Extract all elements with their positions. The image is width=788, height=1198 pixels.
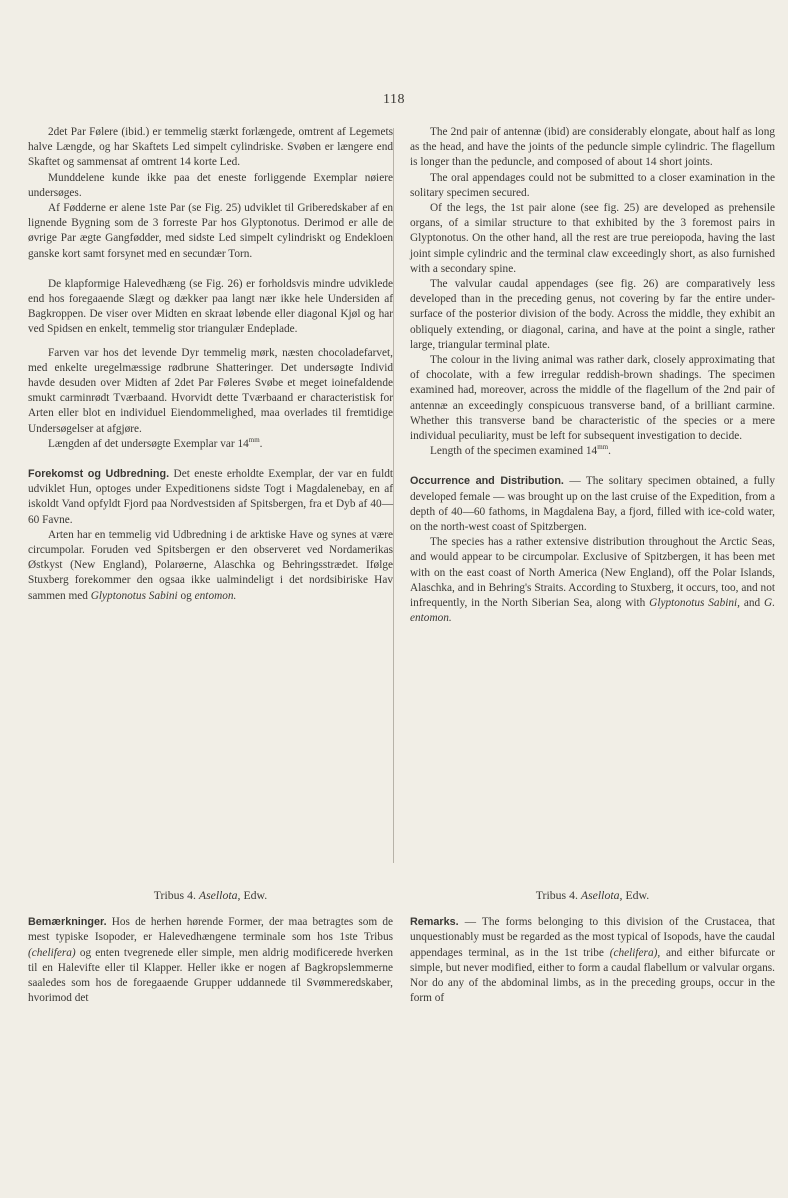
right-paragraph-distribution: The species has a rather extensive distribution throughout the Arctic Seas, and would appear to be circumpolar. Exclusive of Spitzbergen, it has been met with on the east coast of North America (New England), off the Polar Islands, Alaschka, and in Behring's Straits. According to Stuxberg, it occurs, too, and not infrequently, in the North Siberian Sea, along with Glyptonotus Sabini, and G. entomon.: [410, 536, 776, 625]
right-heading-occurrence: Occurrence and Distribution.: [410, 475, 564, 488]
left-paragraph-length: Længden af det undersøgte Exemplar var $14^{mm}$.: [48, 436, 263, 450]
right-paragraph-antennae: The 2nd pair of antennæ (ibid) are considerably elongate, about half as long as the head, and have the joints of the peduncle simple cylindric. The flagellum is longer than the peduncle, and composed of about 14 short joints.: [410, 126, 775, 169]
right-column-top: [410, 125, 775, 627]
right-column-bottom: [410, 888, 775, 1006]
right-paragraph-legs: Of the legs, the 1st pair alone (see fig. 25) are developed as prehensile organs, of a similar structure to that exhibited by the 3 foremost pairs in Glyptonotus. On the other hand, all the rest are true pereiopoda, having the last joint simple cylindric and the terminal claw exceedingly short, as also furnished with a secondary spine.: [410, 202, 775, 275]
left-paragraph-caudal: De klapformige Halevedhæng (se Fig. 26) er forholdsvis mindre udviklede end hos foregaaende Slægt og dækker paa langt nær ikke hele Undersiden af Bagkroppen. De viser over Midten en skraat løbende eller diagonal Kjøl og har ved Spidsen en enkelt, temmelig stor triangulær Endeplade.: [28, 277, 393, 336]
left-tribus-heading: Tribus 4. Asellota, Edw.: [153, 888, 268, 902]
right-paragraph-length: Length of the specimen examined $14^{mm}$.: [430, 443, 611, 458]
left-paragraph-legs: Af Fødderne er alene 1ste Par (se Fig. 25) udviklet til Griberedskaber af en lignende Bygning som de 3 forreste Par hos Glyptonotus. Derimod er alle de øvrige Par ægte Gangfødder, med sidste Led simpelt cylindriskt og Endekloen ganske kort samt forsynet med en secundær Torn.: [28, 202, 393, 260]
right-tribus-heading: Tribus 4. Asellota, Edw.: [535, 888, 650, 902]
right-paragraph-caudal: The valvular caudal appendages (see fig. 26) are comparatively less developed than in the preceding genus, not covering by far the entire under-surface of the posterior division of the body. Across the middle, they exhibit an obliquely extending, or diagonal, carina, and have at the point a single, rather large, triangular terminal plate.: [410, 278, 775, 351]
right-paragraph-oral: The oral appendages could not be submitted to a closer examination in the solitary specimen secured.: [410, 171, 775, 199]
page-number: 118: [383, 92, 405, 107]
left-paragraph-mouthparts: Munddelene kunde ikke paa det eneste forliggende Exemplar nøiere undersøges.: [28, 171, 393, 199]
left-paragraph-occurrence: Forekomst og Udbredning. Det eneste erholdte Exemplar, der var en fuldt udviklet Hun, optoges under Expeditionens sidste Togt i Magdalenebay, en af iskoldt Vand opfyldt Fjord paa Nordvestsiden af Spitsbergen, fra et Dyb af 40—60 Favne.: [28, 468, 394, 526]
right-paragraph-occurrence: Occurrence and Distribution. — The solitary specimen obtained, a fully developed female — was brought up on the last cruise of the Expedition, from a depth of 40—60 fathoms, in Magdalena Bay, a fjord, filled with ice-cold water, on the north-west coast of Spitzbergen.: [410, 475, 775, 534]
left-paragraph-remarks: Bemærkninger. Hos de herhen hørende Former, der maa betragtes som de mest typiske Isopoder, er Halevedhængene terminale som hos 1ste Tribus (chelifera) og enten tvegrenede eller simple, men aldrig modificerede hverken til en Halevifte eller til Klapper. Heller ikke er nogen af Bagkropslemmerne saaledes som hos de foregaaende Grupper uddannede til Svømmeredskaber, hvorimod det: [28, 916, 394, 1005]
left-heading-occurrence: Forekomst og Udbredning.: [28, 468, 170, 481]
left-column-top: [28, 125, 393, 604]
left-heading-remarks: Bemærkninger.: [28, 916, 107, 929]
right-heading-remarks: Remarks.: [410, 916, 459, 929]
column-divider: [393, 128, 394, 863]
left-paragraph-colour: Farven var hos det levende Dyr temmelig mørk, næsten chocoladefarvet, med enkelte uregelmæssige rødbrune Shatteringer. Det undersøgte Individ havde desuden over Midten af 2det Par Føleres Svøbe et meget ioinefaldende smukt carminrødt Tværbaand. Hvorvidt dette Tværbaand er characteristisk for Arten eller blot en individuel Eiendommelighed, maa overlades til fremtidige Undersøgelser at afgjøre.: [28, 346, 393, 435]
right-paragraph-remarks: Remarks. — The forms belonging to this division of the Crustacea, that unquestionably must be regarded as the most typical of Isopods, have the caudal appendages terminal, as in the 1st tribe (chelifera), and either bifurcate or simple, but never modified, either to form a caudal flabellum or valvular organs. Nor do any of the abdominal limbs, as in the preceding groups, occur in the form of: [410, 916, 775, 1005]
left-paragraph-antennae: 2det Par Følere (ibid.) er temmelig stærkt forlængede, omtrent af Legemets halve Længde, og har Skaftets Led simpelt cylindriske. Svøben er længere end Skaftet og sammensat af omtrent 14 korte Led.: [28, 126, 393, 169]
left-paragraph-distribution: Arten har en temmelig vid Udbredning i de arktiske Have og synes at være circumpolar. Foruden ved Spitsbergen er den observeret ved Nordamerikas Østkyst (New England), Polarøerne, Alaschka og Behringsstrædet. Ifølge Stuxberg forekommer den ogsaa ikke ualmindeligt i det nordsibiriske Hav sammen med Glyptonotus Sabini og entomon.: [28, 528, 393, 602]
right-paragraph-colour: The colour in the living animal was rather dark, closely approximating that of chocolate, with a few irregular reddish-brown shadings. The specimen examined had, moreover, across the middle of the flagellum of the 2nd pair of antennæ an exceedingly conspicuous transverse band, of a brilliant carmine. Whether this transverse band be characteristic of the species or a mere individual peculiarity, must be left for subsequent investigation to decide.: [410, 354, 775, 443]
left-column-bottom: [28, 888, 393, 1006]
